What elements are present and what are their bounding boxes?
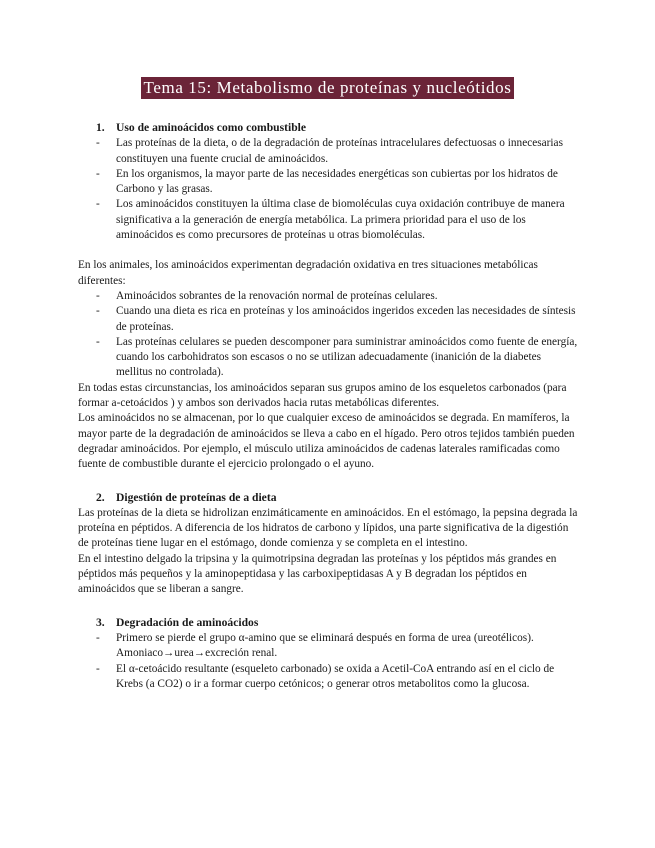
list-item-continuation: Amoniaco→urea→excreción renal. (116, 647, 278, 660)
paragraph: Los aminoácidos no se almacenan, por lo que cualquier exceso de aminoácidos se degrada. En mamíferos, la mayor parte de la degradación de aminoácidos se lleva a cabo en el hígado. Pero otros tejidos también pueden degradar aminoácidos. Por ejemplo, el músculo utiliza aminoácidos de cadenas laterales ramificadas como fuente de combustible durante el ejercicio prolongado o el ayuno. (78, 412, 575, 471)
section-number: 1. (96, 121, 105, 134)
page-title: Tema 15: Metabolismo de proteínas y nucleótidos (141, 77, 515, 99)
bullet-dash: - (96, 167, 100, 180)
list-item-text: Cuando una dieta es rica en proteínas y los aminoácidos ingeridos exceden las necesidades de síntesis de proteínas. (116, 305, 576, 333)
list-item-text: En los organismos, la mayor parte de las necesidades energéticas son cubiertas por los hidratos de Carbono y las grasas. (116, 167, 558, 196)
list-item-text: Los aminoácidos constituyen la última clase de biomoléculas cuya oxidación contribuye de manera significativa a la generación de energía metabólica. La primera prioridad para el uso de los aminoácidos es como precursores de proteínas u otras biomoléculas. (116, 198, 565, 242)
bullet-dash: - (96, 289, 100, 302)
section-number: 2. (96, 490, 105, 504)
bullet-dash: - (96, 662, 100, 675)
section-title: Digestión de proteínas de a dieta (116, 490, 277, 504)
list-item-text: Las proteínas de la dieta, o de la degradación de proteínas intracelulares defectuosas o innecesarias constituyen una fuente crucial de aminoácidos. (116, 137, 563, 165)
list-item (78, 662, 578, 693)
section-3-heading (78, 615, 578, 630)
list-item (78, 289, 578, 304)
section-2-heading (78, 490, 578, 505)
section-1-heading (78, 120, 578, 135)
list-item (78, 631, 578, 646)
list-item-text: El α-cetoácido resultante (esqueleto carbonado) se oxida a Acetil-CoA entrando así en el ciclo de Krebs (a CO2) o ir a formar cuerpo cetónicos; o generar otros metabolitos como la glucosa. (116, 662, 555, 690)
list-item (78, 167, 578, 198)
bullet-dash: - (96, 305, 100, 318)
document-body (78, 120, 578, 692)
list-item (78, 136, 578, 167)
list-item (78, 197, 578, 243)
bullet-dash: - (96, 631, 100, 644)
bullet-dash: - (96, 198, 100, 211)
paragraph: En el intestino delgado la tripsina y la quimotripsina degradan las proteínas y los péptidos más grandes en péptidos más pequeños y la aminopeptidasa y las carboxipeptidasas A y B degradan los péptidos en aminoácidos que se liberan a sangre. (78, 552, 557, 596)
paragraph: En los animales, los aminoácidos experimentan degradación oxidativa en tres situaciones metabólicas diferentes: (78, 259, 538, 287)
title-wrap (0, 77, 655, 99)
bullet-dash: - (96, 335, 100, 348)
list-item (78, 335, 578, 381)
section-title: Uso de aminoácidos como combustible (116, 121, 307, 134)
paragraph: Las proteínas de la dieta se hidrolizan enzimáticamente en aminoácidos. En el estómago, la pepsina degrada la proteína en péptidos. A diferencia de los hidratos de carbono y lípidos, una parte significativa de la digestión de proteínas tiene lugar en el estómago, donde comienza y se completa en el intestino. (78, 506, 578, 550)
list-item-text: Aminoácidos sobrantes de la renovación normal de proteínas celulares. (116, 289, 438, 302)
bullet-dash: - (96, 137, 100, 150)
section-number: 3. (96, 615, 105, 629)
list-item (78, 304, 578, 335)
list-item-text: Primero se pierde el grupo α-amino que se eliminará después en forma de urea (ureotélicos). (116, 631, 534, 644)
list-item-text: Las proteínas celulares se pueden descomponer para suministrar aminoácidos como fuente de energía, cuando los carbohidratos son escasos o no se utilizan adecuadamente (inanición de la diabetes mellitus no controlada). (116, 335, 578, 379)
paragraph: En todas estas circunstancias, los aminoácidos separan sus grupos amino de los esqueletos carbonados (para formar a-cetoácidos ) y ambos son derivados hacia rutas metabólicas diferentes. (78, 381, 567, 410)
section-title: Degradación de aminoácidos (116, 615, 259, 629)
